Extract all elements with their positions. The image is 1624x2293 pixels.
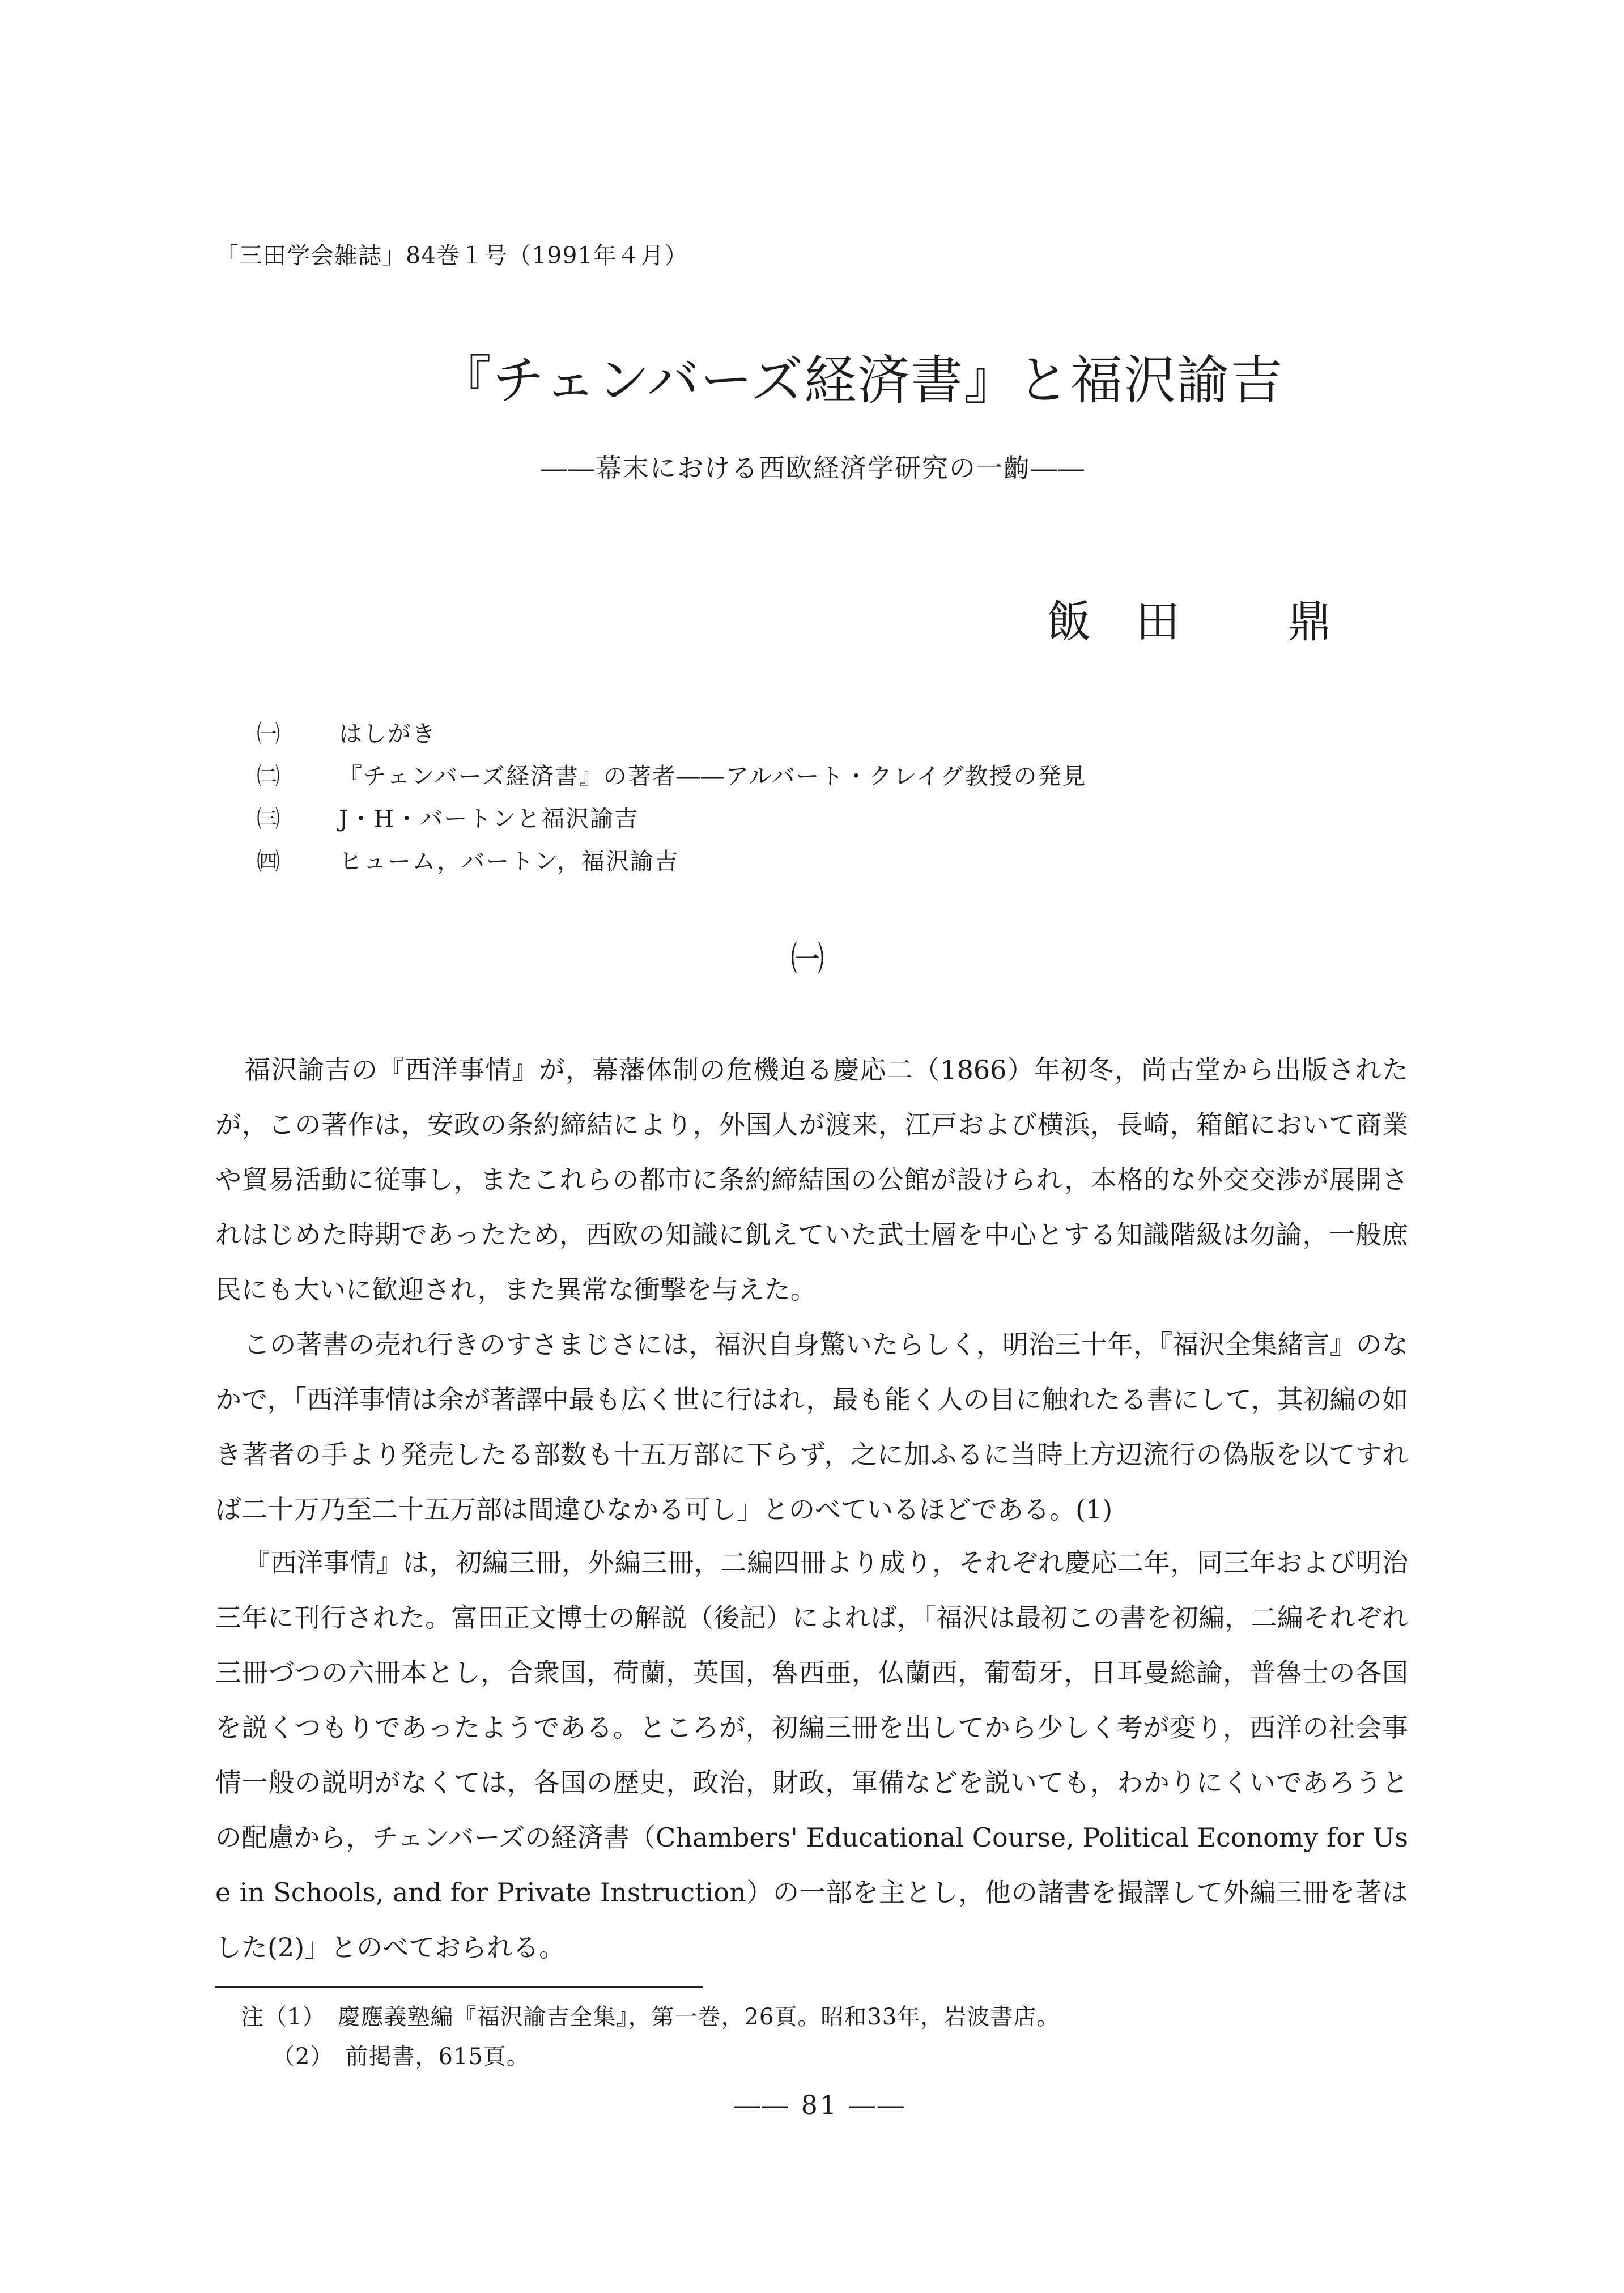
- section-heading: ㈠: [790, 939, 824, 979]
- toc-number: ㈠: [257, 720, 281, 747]
- toc-label: ヒューム，バートン，福沢諭吉: [339, 848, 679, 875]
- journal-citation: 「三田学会雑誌」84巻１号（1991年４月）: [215, 242, 688, 269]
- toc-item: [257, 800, 639, 833]
- footnote: （2） 前掲書，615頁。: [272, 2044, 530, 2070]
- toc-number: ㈢: [257, 805, 281, 832]
- toc-number: ㈡: [257, 763, 281, 790]
- toc-item: [257, 843, 679, 876]
- footnote: 注（1） 慶應義塾編『福沢諭吉全集』，第一巻，26頁。昭和33年，岩波書店。: [241, 2004, 1060, 2030]
- body-paragraph: [215, 1535, 1408, 1975]
- toc-label: 『チェンバーズ経済書』の著者――アルバート・クレイグ教授の発見: [339, 763, 1087, 790]
- footnote-divider: [215, 1986, 703, 1988]
- author-family-name: 飯 田: [1047, 597, 1180, 648]
- paragraph-text: この著書の売れ行きのすさまじさには，福沢自身驚いたらしく，明治三十年，『福沢全集緒言』のなかで，「西洋事情は余が著譯中最も広く世に行はれ，最も能く人の目に触れたる書にして，其初編の如き著者の手より発売したる部数も十五万部に下らず，之に加ふるに当時上方辺流行の偽版を以てすれば二十万乃至二十五万部は間違ひなかる可し」とのべているほどである。(1): [215, 1329, 1408, 1525]
- article-subtitle: ――幕末における西欧経済学研究の一齣――: [541, 453, 1085, 483]
- page-number: ―― 81 ――: [734, 2090, 906, 2120]
- author-given-name: 鼎: [1287, 597, 1332, 648]
- toc-item: [257, 758, 1086, 791]
- body-paragraph: [215, 1317, 1408, 1537]
- article-title: 『チェンバーズ経済書』と福沢諭吉: [439, 350, 1284, 411]
- toc-item: [257, 715, 436, 748]
- toc-label: J・H・バートンと福沢諭吉: [339, 805, 639, 832]
- paragraph-text: 福沢諭吉の『西洋事情』が，幕藩体制の危機迫る慶応二（1866）年初冬，尚古堂から出版されたが，この著作は，安政の条約締結により，外国人が渡来，江戸および横浜，長崎，箱館において商業や貿易活動に従事し，またこれらの都市に条約締結国の公館が設けられ，本格的な外交交渉が展開されはじめた時期であったため，西欧の知識に飢えていた武士層を中心とする知識階級は勿論，一般庶民にも大いに歓迎され，また異常な衝撃を与えた。: [215, 1054, 1408, 1305]
- toc-number: ㈣: [257, 848, 281, 875]
- author: [1047, 586, 1332, 650]
- paragraph-text: 『西洋事情』は，初編三冊，外編三冊，二編四冊より成り，それぞれ慶応二年，同三年および明治三年に刊行された。富田正文博士の解説（後記）によれば，「福沢は最初この書を初編，二編それぞれ三冊づつの六冊本とし，合衆国，荷蘭，英国，魯西亜，仏蘭西，葡萄牙，日耳曼総論，普魯士の各国を説くつもりであったようである。ところが，初編三冊を出してから少しく考が変り，西洋の社会事情一般の説明がなくては，各国の歴史，政治，財政，軍備などを説いても，わかりにくいであろうとの配慮から，チェンバーズの経済書（Chambers' Educational Course, Political Economy for Use in Schools, and for Private Instruction）の一部を主とし，他の諸書を撮譯して外編三冊を著はした(2)」とのべておられる。: [215, 1547, 1409, 1963]
- toc-label: はしがき: [339, 720, 436, 747]
- body-paragraph: [215, 1043, 1408, 1317]
